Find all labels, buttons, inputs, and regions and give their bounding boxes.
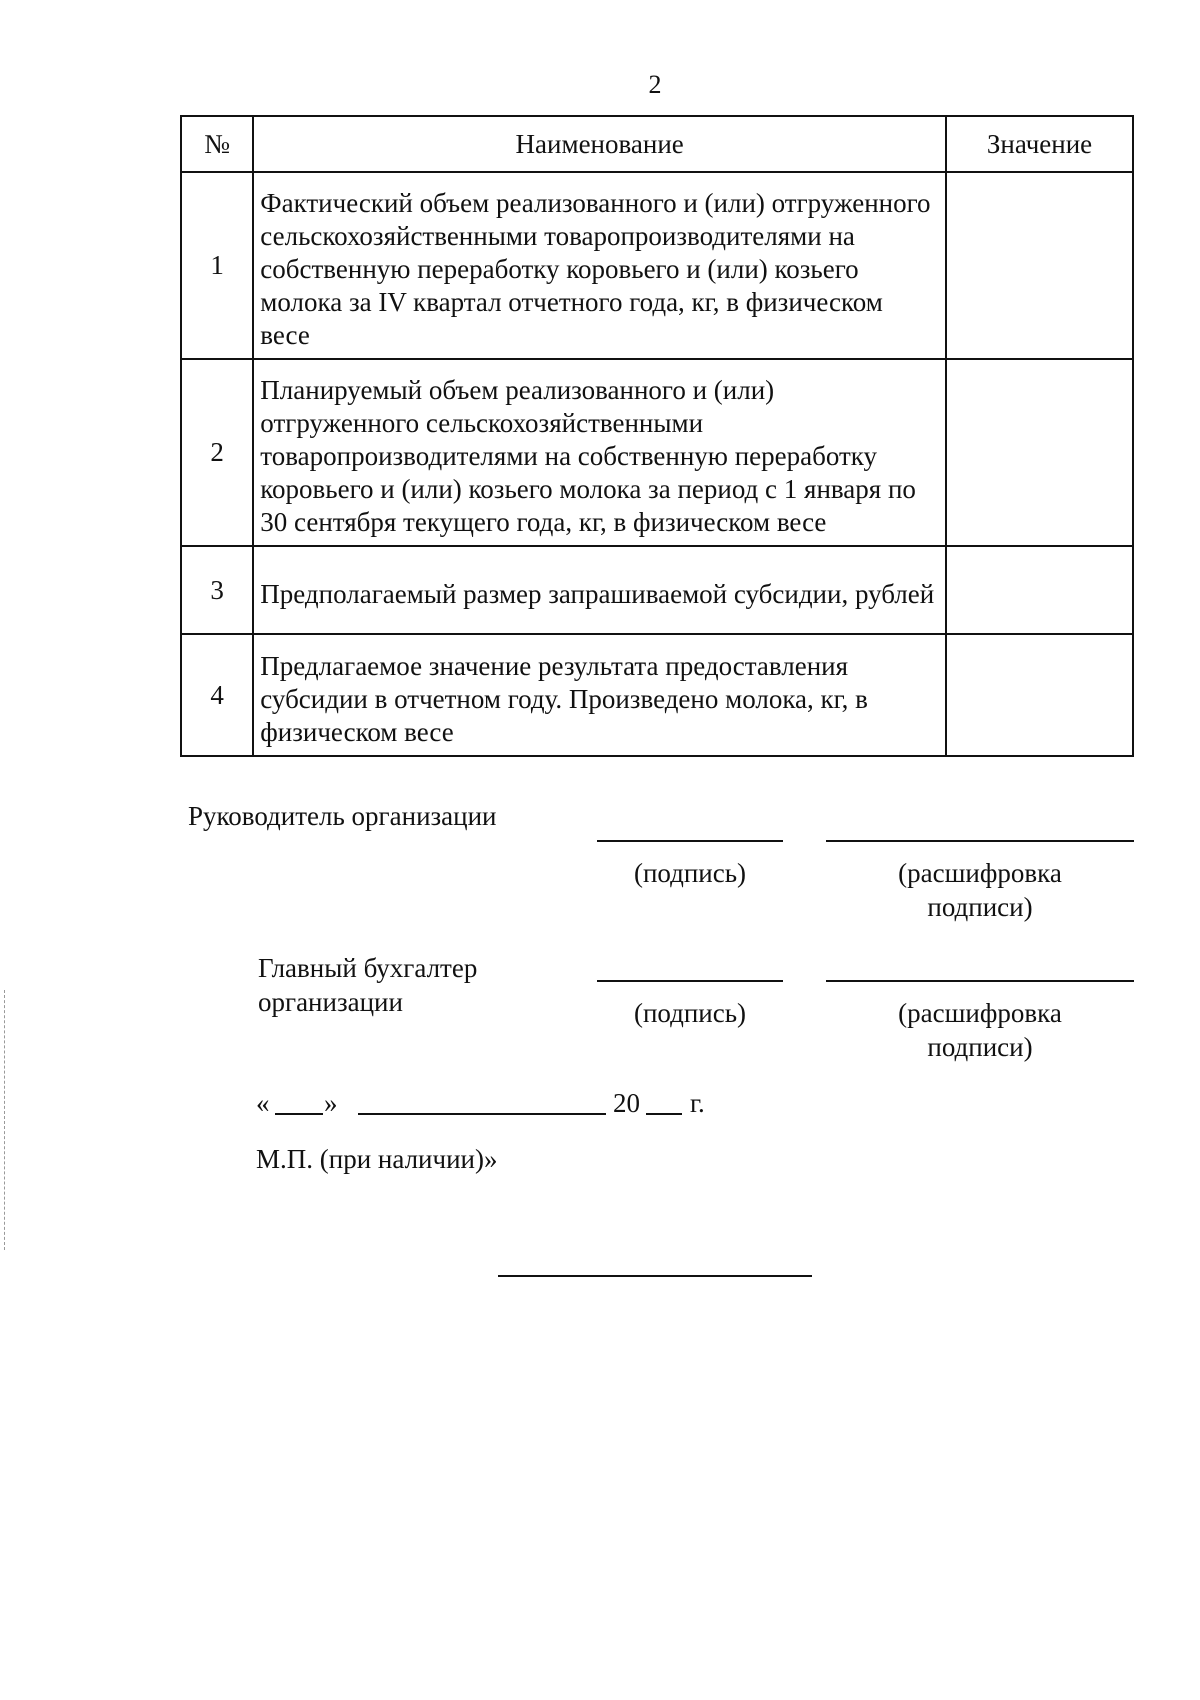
- row-value-cell[interactable]: [946, 359, 1133, 546]
- head-signature-caption: (подпись): [633, 858, 747, 888]
- date-month-line[interactable]: [358, 1113, 606, 1115]
- head-decoding-caption-1: (расшифровка: [898, 858, 1062, 888]
- page-number: 2: [648, 70, 662, 99]
- row-name: Фактический объем реализованного и (или) отгруженного сельскохозяйственными товаропроизводителями на собственную переработку коровьего и (или) козьего молока за IV квартал отчетного года, кг, в физическом весе: [253, 172, 946, 359]
- row-num: 4: [181, 634, 253, 756]
- row-num: 3: [181, 546, 253, 634]
- head-decoding-caption-2: подписи): [927, 892, 1033, 922]
- seal-note: М.П. (при наличии)»: [256, 1144, 498, 1174]
- accountant-label-1: Главный бухгалтер: [258, 953, 478, 983]
- row-num: 2: [181, 359, 253, 546]
- date-year-suffix: г.: [690, 1088, 705, 1118]
- header-name: Наименование: [253, 116, 946, 172]
- date-close-quote: »: [324, 1088, 338, 1118]
- header-value: Значение: [946, 116, 1133, 172]
- row-name: Планируемый объем реализованного и (или) отгруженного сельскохозяйственными товаропроизводителями на собственную переработку коровьего и (или) козьего молока за период с 1 января по 30 сентября текущего года, кг, в физическом весе: [253, 359, 946, 546]
- date-open-quote: «: [256, 1088, 270, 1118]
- table-row: [181, 359, 1133, 546]
- row-value-cell[interactable]: [946, 172, 1133, 359]
- header-num: №: [181, 116, 253, 172]
- head-decoding-line[interactable]: [826, 840, 1134, 842]
- row-value-cell[interactable]: [946, 546, 1133, 634]
- head-signature-line[interactable]: [597, 840, 783, 842]
- row-name: Предполагаемый размер запрашиваемой субсидии, рублей: [253, 546, 946, 634]
- accountant-signature-caption: (подпись): [633, 998, 747, 1028]
- row-name: Предлагаемое значение результата предоставления субсидии в отчетном году. Произведено молока, кг, в физическом весе: [253, 634, 946, 756]
- row-num: 1: [181, 172, 253, 359]
- closing-separator: [498, 1275, 812, 1277]
- scan-margin-mark: [4, 990, 5, 1250]
- date-year-line[interactable]: [646, 1113, 682, 1115]
- data-table: [180, 115, 1134, 757]
- head-label: Руководитель организации: [188, 801, 497, 831]
- table-row: [181, 172, 1133, 359]
- table-row: [181, 546, 1133, 634]
- table-row: [181, 634, 1133, 756]
- table-header-row: [181, 116, 1133, 172]
- date-year-prefix: 20: [613, 1088, 640, 1118]
- row-value-cell[interactable]: [946, 634, 1133, 756]
- accountant-signature-line[interactable]: [597, 980, 783, 982]
- accountant-label-2: организации: [258, 987, 403, 1017]
- accountant-decoding-caption-2: подписи): [927, 1032, 1033, 1062]
- accountant-decoding-line[interactable]: [826, 980, 1134, 982]
- accountant-decoding-caption-1: (расшифровка: [898, 998, 1062, 1028]
- date-day-line[interactable]: [275, 1113, 323, 1115]
